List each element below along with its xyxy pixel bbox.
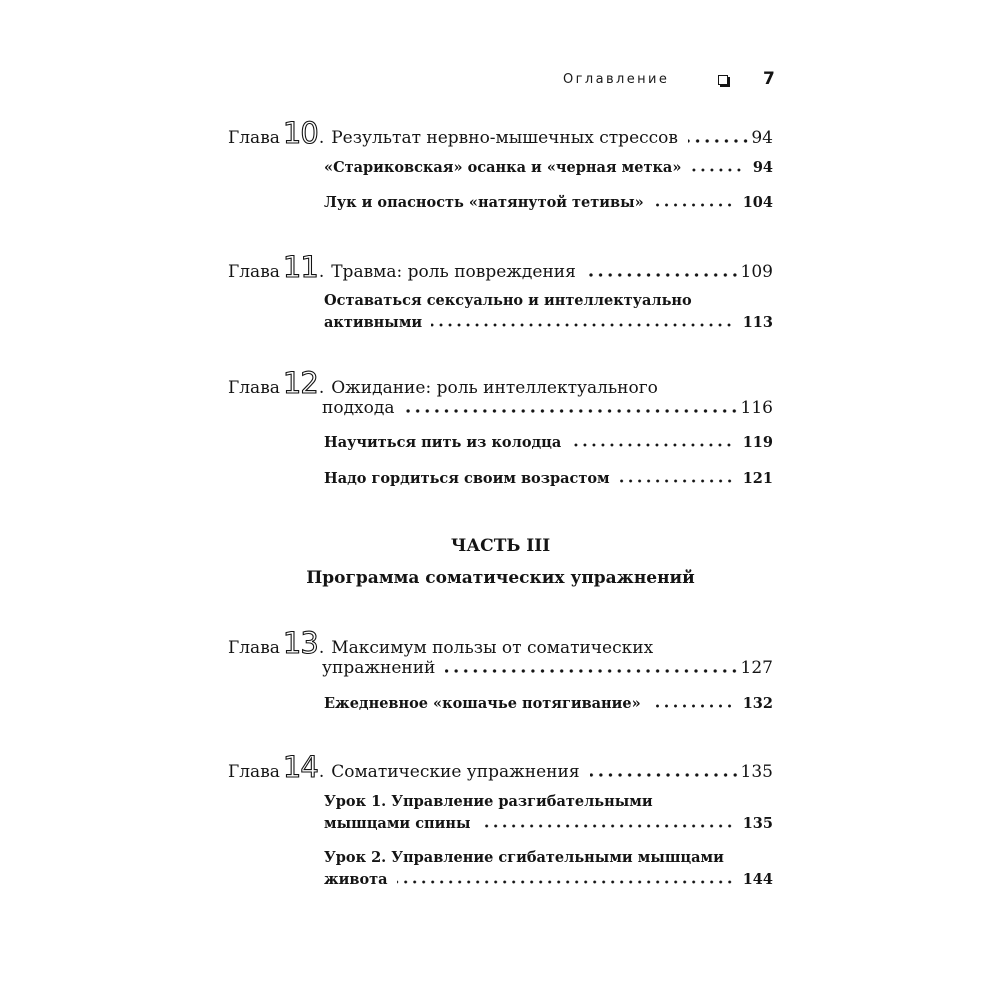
section-title: «Стариковская» осанка и «черная метка» [324, 159, 682, 176]
chapter-label: Глава [228, 128, 280, 148]
section-title: Оставаться сексуально и интеллектуально [324, 292, 692, 309]
dot-leader [397, 880, 734, 884]
dot-leader [653, 203, 734, 207]
toc-section [324, 847, 773, 891]
chapter-heading-line [228, 366, 773, 400]
chapter-number-suffix: . [318, 378, 325, 398]
dot-leader [404, 409, 739, 413]
section-line [324, 157, 773, 179]
chapter-title-continued: подхода [322, 398, 395, 418]
section-line [324, 432, 773, 454]
chapter-heading-line [228, 626, 773, 660]
chapter-number-suffix: . [318, 128, 325, 148]
dot-leader [688, 139, 750, 143]
toc-section [324, 192, 773, 214]
chapter-page: 135 [740, 762, 773, 782]
toc-chapter-11 [228, 250, 773, 284]
toc-chapter-13 [228, 626, 773, 681]
chapter-label: Глава [228, 762, 280, 782]
chapter-label: Глава [228, 638, 280, 658]
toc-section [324, 157, 773, 179]
chapter-number-suffix: . [318, 262, 325, 282]
chapter-number: 12 [282, 366, 318, 400]
section-page: 104 [742, 194, 773, 211]
section-page: 132 [742, 695, 773, 712]
chapter-label: Глава [228, 378, 280, 398]
section-title: Надо гордиться своим возрастом [324, 470, 610, 487]
chapter-number: 13 [282, 626, 318, 660]
chapter-title: Ожидание: роль интеллектуального [331, 378, 658, 398]
section-title: Лук и опасность «натянутой тетивы» [324, 194, 644, 211]
section-title-continued: живота [324, 871, 388, 888]
chapter-page: 116 [740, 398, 773, 418]
toc-chapter-10 [228, 116, 773, 150]
chapter-heading-line [228, 750, 773, 784]
section-line [324, 869, 773, 891]
section-page: 113 [742, 314, 773, 331]
chapter-number: 10 [282, 116, 318, 150]
toc-section [324, 290, 773, 334]
toc-chapter-14 [228, 750, 773, 784]
chapter-number-suffix: . [318, 762, 325, 782]
section-page: 121 [742, 470, 773, 487]
section-title: Урок 1. Управление разгибательными [324, 793, 653, 810]
section-line [324, 791, 773, 813]
section-page: 144 [742, 871, 773, 888]
chapter-number-suffix: . [318, 638, 325, 658]
section-title: Научиться пить из колодца [324, 434, 562, 451]
toc-section [324, 693, 773, 715]
chapter-label: Глава [228, 262, 280, 282]
chapter-page: 94 [751, 128, 773, 148]
section-line [324, 847, 773, 869]
square-bullet-icon [718, 75, 728, 85]
dot-leader [570, 443, 733, 447]
dot-leader [690, 168, 743, 172]
section-title-continued: мышцами спины [324, 815, 471, 832]
chapter-page: 109 [740, 262, 773, 282]
page-number: 7 [763, 69, 775, 89]
toc-section [324, 791, 773, 835]
chapter-title: Результат нервно-мышечных стрессов [331, 128, 678, 148]
section-line [324, 192, 773, 214]
dot-leader [619, 479, 734, 483]
running-head-title: Оглавление [563, 72, 670, 87]
part-title: Программа соматических упражнений [306, 568, 695, 588]
section-title: Ежедневное «кошачье потягивание» [324, 695, 641, 712]
chapter-number: 14 [282, 750, 318, 784]
section-page: 135 [742, 815, 773, 832]
chapter-heading-line [228, 116, 773, 150]
part-label: ЧАСТЬ III [450, 536, 551, 556]
dot-leader [590, 773, 740, 777]
section-title-continued: активными [324, 314, 423, 331]
chapter-heading-line [228, 250, 773, 284]
toc-chapter-12 [228, 366, 773, 421]
chapter-title: Травма: роль повреждения [331, 262, 576, 282]
section-line [324, 468, 773, 490]
section-line [324, 813, 773, 835]
dot-leader [480, 824, 734, 828]
section-line [324, 693, 773, 715]
section-line [324, 290, 773, 312]
section-page: 94 [752, 159, 773, 176]
section-title: Урок 2. Управление сгибательными мышцами [324, 849, 724, 866]
section-page: 119 [742, 434, 773, 451]
dot-leader [445, 669, 739, 673]
toc-section [324, 468, 773, 490]
chapter-title-continued: упражнений [322, 658, 436, 678]
chapter-page: 127 [740, 658, 773, 678]
dot-leader [650, 704, 734, 708]
dot-leader [431, 323, 734, 327]
section-line [324, 312, 773, 334]
chapter-number: 11 [282, 250, 318, 284]
dot-leader [586, 273, 740, 277]
toc-section [324, 432, 773, 454]
chapter-title: Максимум пользы от соматических [331, 638, 654, 658]
chapter-title: Соматические упражнения [331, 762, 580, 782]
